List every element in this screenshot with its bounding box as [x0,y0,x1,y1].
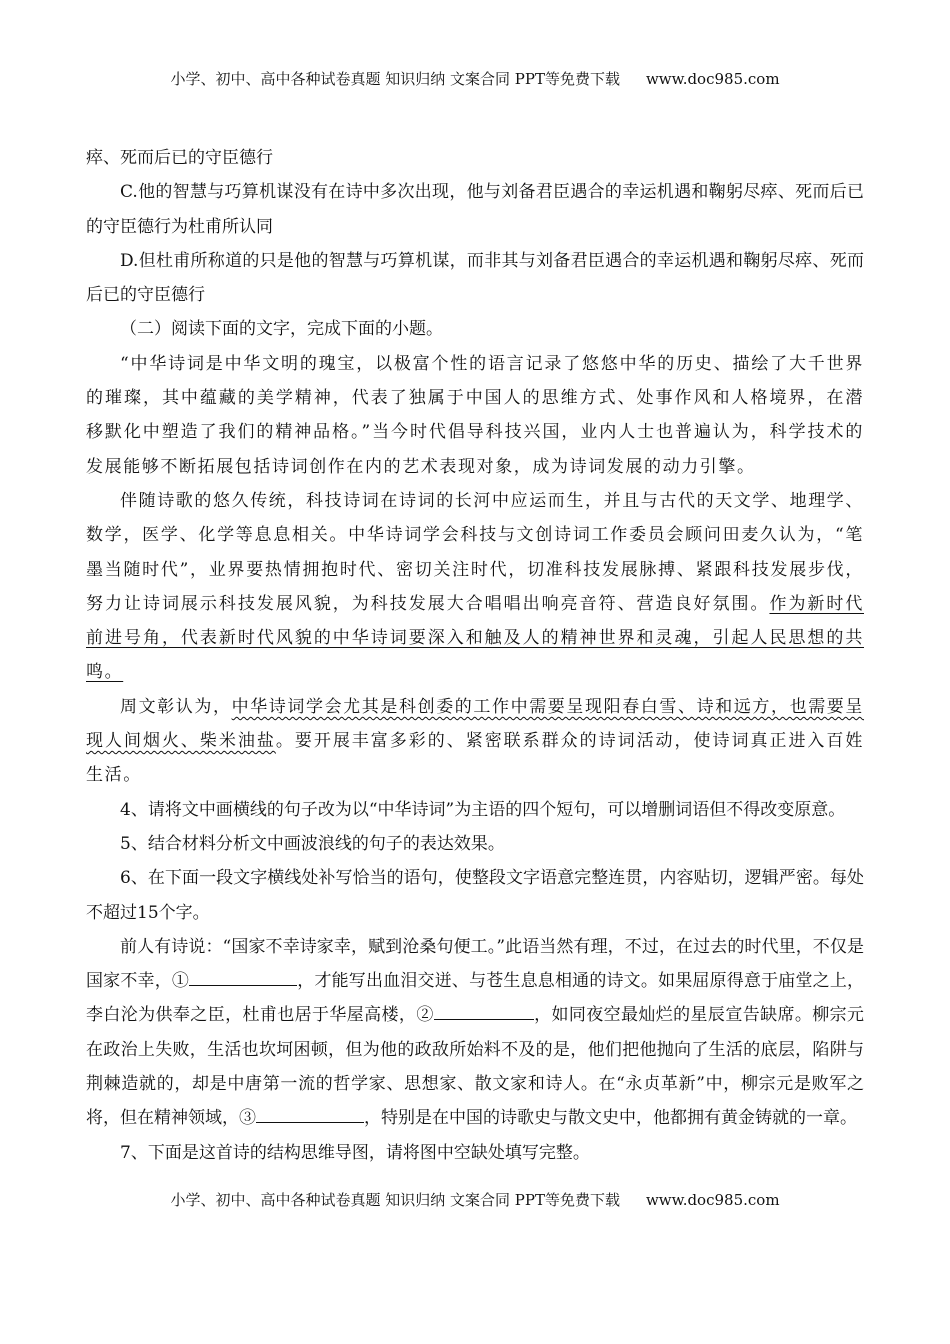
q6-text-part-4: ，特别是在中国的诗歌史与散文史中，他都拥有黄金铸就的一章。 [364,1108,857,1129]
footer-site-link[interactable]: www.doc985.com [645,1191,780,1209]
page-header [0,68,950,89]
blank-marker-1: ① [171,971,190,992]
question-4: 4、请将文中画横线的句子改为以“中华诗词”为主语的四个短句，可以增删词语但不得改变原意。 [120,799,846,820]
document-body [86,141,864,1170]
underlined-sentence: 作为新时代前进号角，代表新时代风貌的中华诗词要深入和触及人的精神世界和灵魂，引起人民思想的共鸣。 [86,593,864,683]
question-7: 7、下面是这首诗的结构思维导图，请将图中空缺处填写完整。 [120,1142,590,1163]
option-c: C.他的智慧与巧算机谋没有在诗中多次出现，他与刘备君臣遇合的幸运机遇和鞠躬尽瘁、死而后已的守臣德行为杜甫所认同 [86,182,864,237]
page-footer [0,1189,950,1210]
passage-paragraph-3-rest: 。要开展丰富多彩的、紧密联系群众的诗词活动，使诗词真正进入百姓生活。 [86,731,865,786]
passage-paragraph-3 [86,690,864,793]
answer-blank-3[interactable] [256,1105,364,1123]
answer-blank-2[interactable] [434,1002,534,1020]
passage-paragraph-3-lead: 周文彰认为， [120,696,232,717]
q6-text-part-1: 前人有诗说：“国家不幸诗家幸，赋到沧桑句便工。”此语当然有理，不过，在过去的时代里，不仅是国家不幸， [86,936,864,992]
option-d: D.但杜甫所称道的只是他的智慧与巧算机谋，而非其与刘备君臣遇合的幸运机遇和鞠躬尽瘁、死而后已的守臣德行 [86,250,864,306]
option-b-tail: 瘁、死而后已的守臣德行 [86,148,273,168]
header-categories: 小学、初中、高中各种试卷真题 知识归纳 文案合同 PPT等免费下载 [170,70,620,88]
question-6: 6、在下面一段文字横线处补写恰当的语句，使整段文字语意完整连贯，内容贴切，逻辑严密。每处不超过15个字。 [86,868,864,923]
question-6-passage [86,930,864,1136]
passage-paragraph-2-text: 伴随诗歌的悠久传统，科技诗词在诗词的长河中应运而生，并且与古代的天文学、地理学、数学，医学、化学等息息相关。中华诗词学会科技与文创诗词工作委员会顾问田麦久认为，“笔墨当随时代”，业界要热情拥抱时代、密切关注时代，切准科技发展脉搏、紧跟科技发展步伐，努力让诗词展示科技发展风貌，为科技发展大合唱唱出响亮音符、营造良好氛围。 [86,490,864,614]
answer-blank-1[interactable] [189,968,297,986]
blank-marker-3: ③ [239,1108,256,1129]
blank-marker-2: ② [416,1005,434,1026]
wavy-underlined-sentence: 中华诗词学会尤其是科创委的工作中需要呈现阳春白雪、诗和远方，也需要呈现人间烟火、柴米油盐 [86,696,865,752]
question-5: 5、结合材料分析文中画波浪线的句子的表达效果。 [120,833,505,854]
section-title: （二）阅读下面的文字，完成下面的小题。 [120,319,443,340]
footer-categories: 小学、初中、高中各种试卷真题 知识归纳 文案合同 PPT等免费下载 [170,1191,620,1209]
q6-text-part-3: ，如同夜空最灿烂的星辰宣告缺席。柳宗元在政治上失败，生活也坎坷困顿，但为他的政敌所始料不及的是，他们把他抛向了生活的底层，陷阱与荆棘造就的，却是中唐第一流的哲学家、思想家、散文家和诗人。在“永贞革新”中，柳宗元是败军之将，但在精神领域， [86,1005,865,1129]
passage-paragraph-2 [86,484,864,690]
header-site-link[interactable]: www.doc985.com [645,70,780,88]
q6-text-part-2: ，才能写出血泪交迸、与苍生息息相通的诗文。如果屈原得意于庙堂之上，李白沦为供奉之臣，杜甫也居于华屋高楼， [86,971,865,1026]
passage-paragraph-1: “中华诗词是中华文明的瑰宝，以极富个性的语言记录了悠悠中华的历史、描绘了大千世界的璀璨，其中蕴藏的美学精神，代表了独属于中国人的思维方式、处事作风和人格境界，在潜移默化中塑造了我们的精神品格。”当今时代倡导科技兴国，业内人士也普遍认为，科学技术的发展能够不断拓展包括诗词创作在内的艺术表现对象，成为诗词发展的动力引擎。 [86,353,864,477]
